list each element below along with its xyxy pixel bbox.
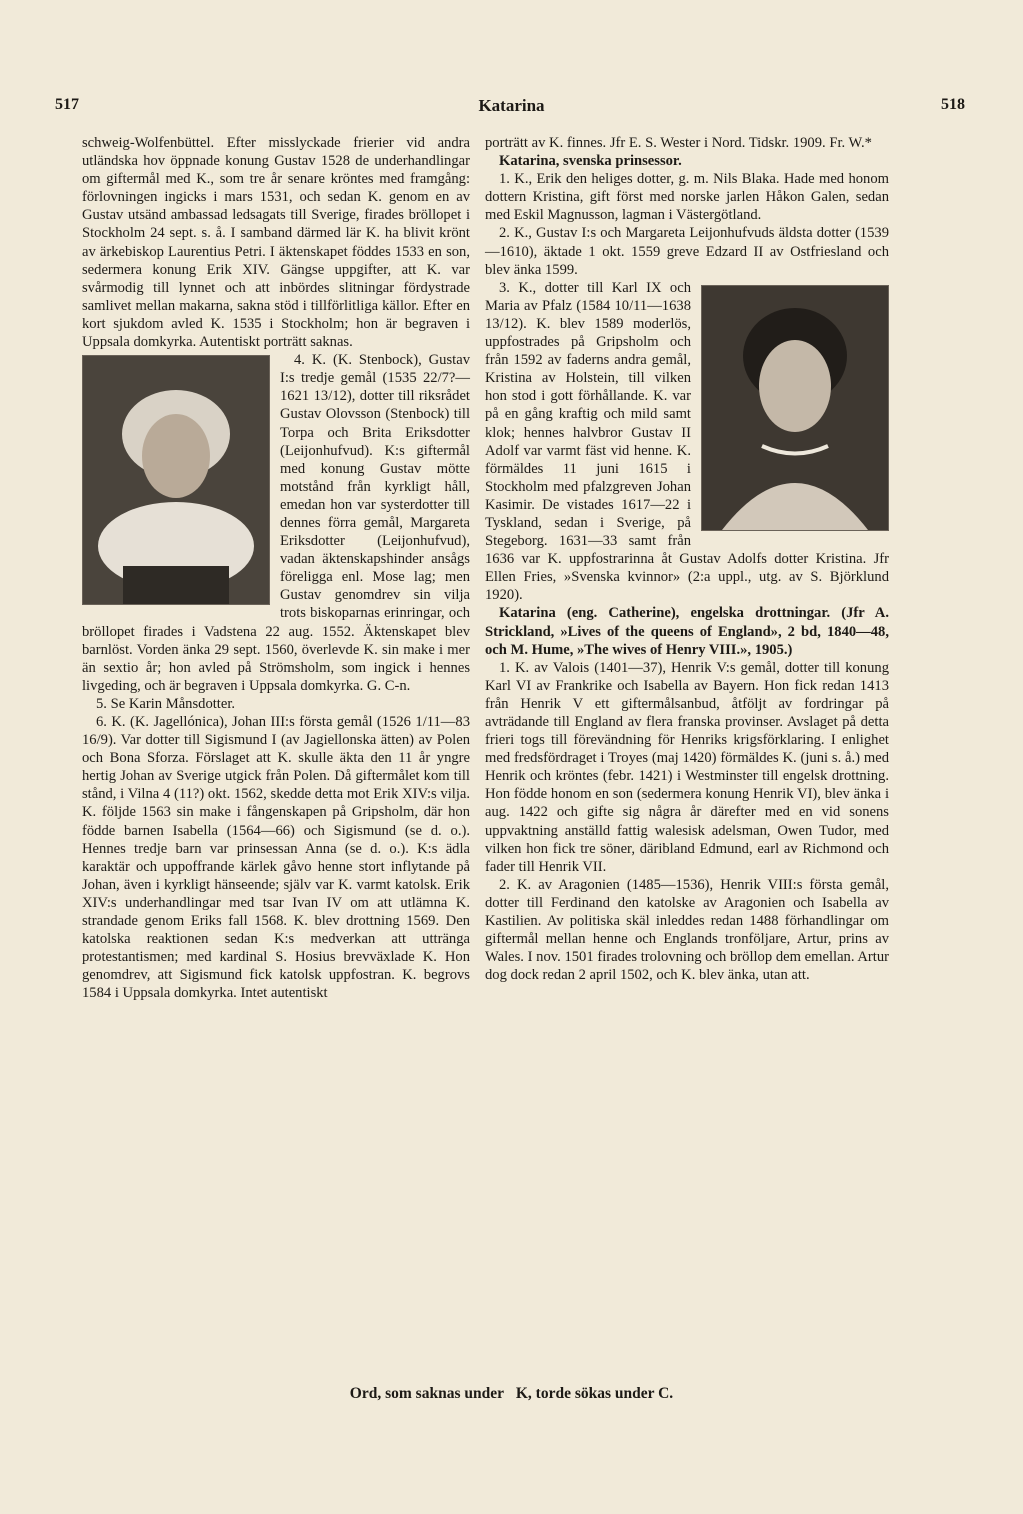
paragraph: 4. K. (K. Stenbock), Gustav I:s tredje gemål (1535 22/7?—1621 13/12), dotter till riksrådet Gustav Olovsson (Stenbock) till Torpa och Brita Eriksdotter (Leijonhufvud). K:s giftermål med konung Gustav mötte motstånd från kyrkligt håll, emedan hon var systerdotter till dennes förra gemål, Margareta Eriksdotter (Leijonhufvud), vadan äktenskapshinder ansågs föreligga enl. Mose lag; men Gustav genomdrev sin vilja trots biskoparnas erinringar, och bröllopet firades i Vadstena 22 aug. 1552. Äktenskapet blev barnlöst. Vorden änka 29 sept. 1560, överlevde K. sin make i mer än sextio år; hon avled på Strömsholm, som ingick i hennes livgeding, och är begraven i Uppsala domkyrka. G. C-n. (82, 352, 470, 694)
portrait-image (702, 286, 888, 530)
paragraph: porträtt av K. finnes. Jfr E. S. Wester i Nord. Tidskr. 1909. Fr. W.* (485, 135, 872, 151)
running-title: Katarina (478, 96, 545, 115)
paragraph: 1. K., Erik den heliges dotter, g. m. Nils Blaka. Hade med honom dottern Kristina, gift först med norske jarlen Håkon Galen, sedan med Eskil Magnusson, lagman i Västergötland. (485, 171, 889, 224)
footer-left: Ord, som saknas under (349, 1385, 504, 1402)
portrait-image (83, 356, 269, 604)
footer-right: K, torde sökas under C. (515, 1385, 674, 1402)
left-column (82, 134, 470, 1003)
right-page-number: 518 (941, 96, 965, 113)
paragraph: 2. K. av Aragonien (1485—1536), Henrik VIII:s första gemål, dotter till Ferdinand den katolske av Aragonien och Isabella av Kastilien. Av politiska skäl inleddes redan 1488 förhandlingar om giftermål mellan henne och Englands tronföljare, Artur, prins av Wales. I nov. 1501 firades trolovning och bröllop dem emellan. Artur dog dock redan 2 april 1502, och K. blev änka, utan att. (485, 876, 889, 984)
headword: Katarina, svenska prinsessor. (499, 153, 682, 170)
headword: Katarina (eng. Catherine), engelska drottningar. (Jfr A. Strickland, »Lives of the queens of England», 2 bd, 1840—48, och M. Hume, »The wives of Henry VIII.», 1905.) (485, 605, 889, 658)
portrait-katarina-pfalz (701, 285, 889, 531)
right-column (485, 134, 889, 984)
footer-note (0, 1385, 1023, 1403)
paragraph: 3. K., dotter till Karl IX och Maria av Pfalz (1584 10/11—1638 13/12). K. blev 1589 moderlös, uppfostrades på Gripsholm och från 1592 av faderns andra gemål, Kristina av Holstein, till vilken hon stod i gott förhållande. K. var på en gång kraftig och mild samt klok; hennes halvbror Gustav II Adolf var varmt fäst vid henne. K. förmäldes 11 juni 1615 i Stockholm med pfalzgreven Johan Kasimir. De vistades 1617—22 i Tyskland, sedan i Sverige, på Stegeborg. 1631—33 samt från 1636 var K. uppfostrarinna åt Gustav Adolfs dotter Kristina. Jfr Ellen Fries, »Svenska kvinnor» (2:a uppl., utg. av S. Björklund 1920). (485, 279, 889, 604)
paragraph: 2. K., Gustav I:s och Margareta Leijonhufvuds äldsta dotter (1539—1610), äktade 1 okt. 1559 greve Edzard II av Ostfriesland och blev änka 1599. (485, 225, 889, 278)
left-page-number: 517 (55, 96, 79, 113)
paragraph: 6. K. (K. Jagellónica), Johan III:s första gemål (1526 1/11—83 16/9). Var dotter till Sigismund I (av Jagiellonska ätten) av Polen och Bona Sforza. Förslaget att K. skulle äkta den 11 år yngre hertig Johan av Sverige utgick från Polen. Då giftermålet kom till stånd, i Vilna 4 (11?) okt. 1562, skedde detta mot Erik XIV:s vilja. K. följde 1563 sin make i fångenskapen på Gripsholm, där hon födde barnen Isabella (1564—66) och Sigismund (se d. o.). Hennes tredje barn var prinsessan Anna (se d. o.). K:s ädla karaktär och uppoffrande kärlek gåvo henne stort inflytande på Johan, även i kyrkligt hänseende; själv var K. varmt katolsk. Erik XIV:s underhandlingar med tsar Ivan IV om att utlämna K. strandade genom Eriks fall 1568. K. blev drottning 1569. Den katolska reaktionen sedan K:s medverkan att uttränga protestantismen; med kardinal S. Hosius brevväxlade K. Hon genomdrev, att Sigismund fick katolsk uppfostran. K. begrovs 1584 i Uppsala domkyrka. Intet autentiskt (82, 714, 470, 1002)
paragraph: 5. Se Karin Månsdotter. (96, 695, 236, 712)
paragraph: schweig-Wolfenbüttel. Efter misslyckade frierier vid andra utländska hov öppnade konung Gustav 1528 de underhandlingar om giftermål med K., som tre år senare kröntes med framgång: förlovningen ingicks i mars 1531, och sedan K. genom en av Gustav utsänd ambassad ledsagats till Sverige, firades bröllopet i Stockholm 24 sept. s. å. I samband därmed lär K. ha blivit krönt av ärkebiskop Laurentius Petri. I äktenskapet föddes 1533 en son, sedermera konung Erik XIV. Gängse uppgifter, att K. var svårmodig till lynnet och att inbördes slitningar fördystrade samlivet mellan makarna, sakna stöd i tillförlitliga källor. Efter en kort sjukdom avled K. 1535 i Stockholm; hon är begraven i Uppsala domkyrka. Autentiskt porträtt saknas. (82, 135, 470, 351)
portrait-katarina-stenbock (82, 355, 270, 605)
paragraph: 1. K. av Valois (1401—37), Henrik V:s gemål, dotter till konung Karl VI av Frankrike och Isabella av Bayern. Hon fick redan 1413 från Henrik V ett giftermålsanbud, åtföljt av fordringar på avträdande till England av flera franska provinser. Avslaget på detta frieri togs till förevändning för Henriks krigsförklaring. I enlighet med fredsfördraget i Troyes (maj 1420) förmäldes K. (juni s. å.) med Henrik och kröntes (febr. 1421) i Westminster till engelsk drottning. Hon födde honom en son (sedermera konung Henrik VI), blev änka i aug. 1422 och gifte sig några år därefter med en vid sonens uppvaktning anställd fattig walesisk adelsman, Owen Tudor, med vilken hon fick tre söner, däribland Edmund, earl av Richmond och fader till Henrik VII. (485, 659, 889, 875)
